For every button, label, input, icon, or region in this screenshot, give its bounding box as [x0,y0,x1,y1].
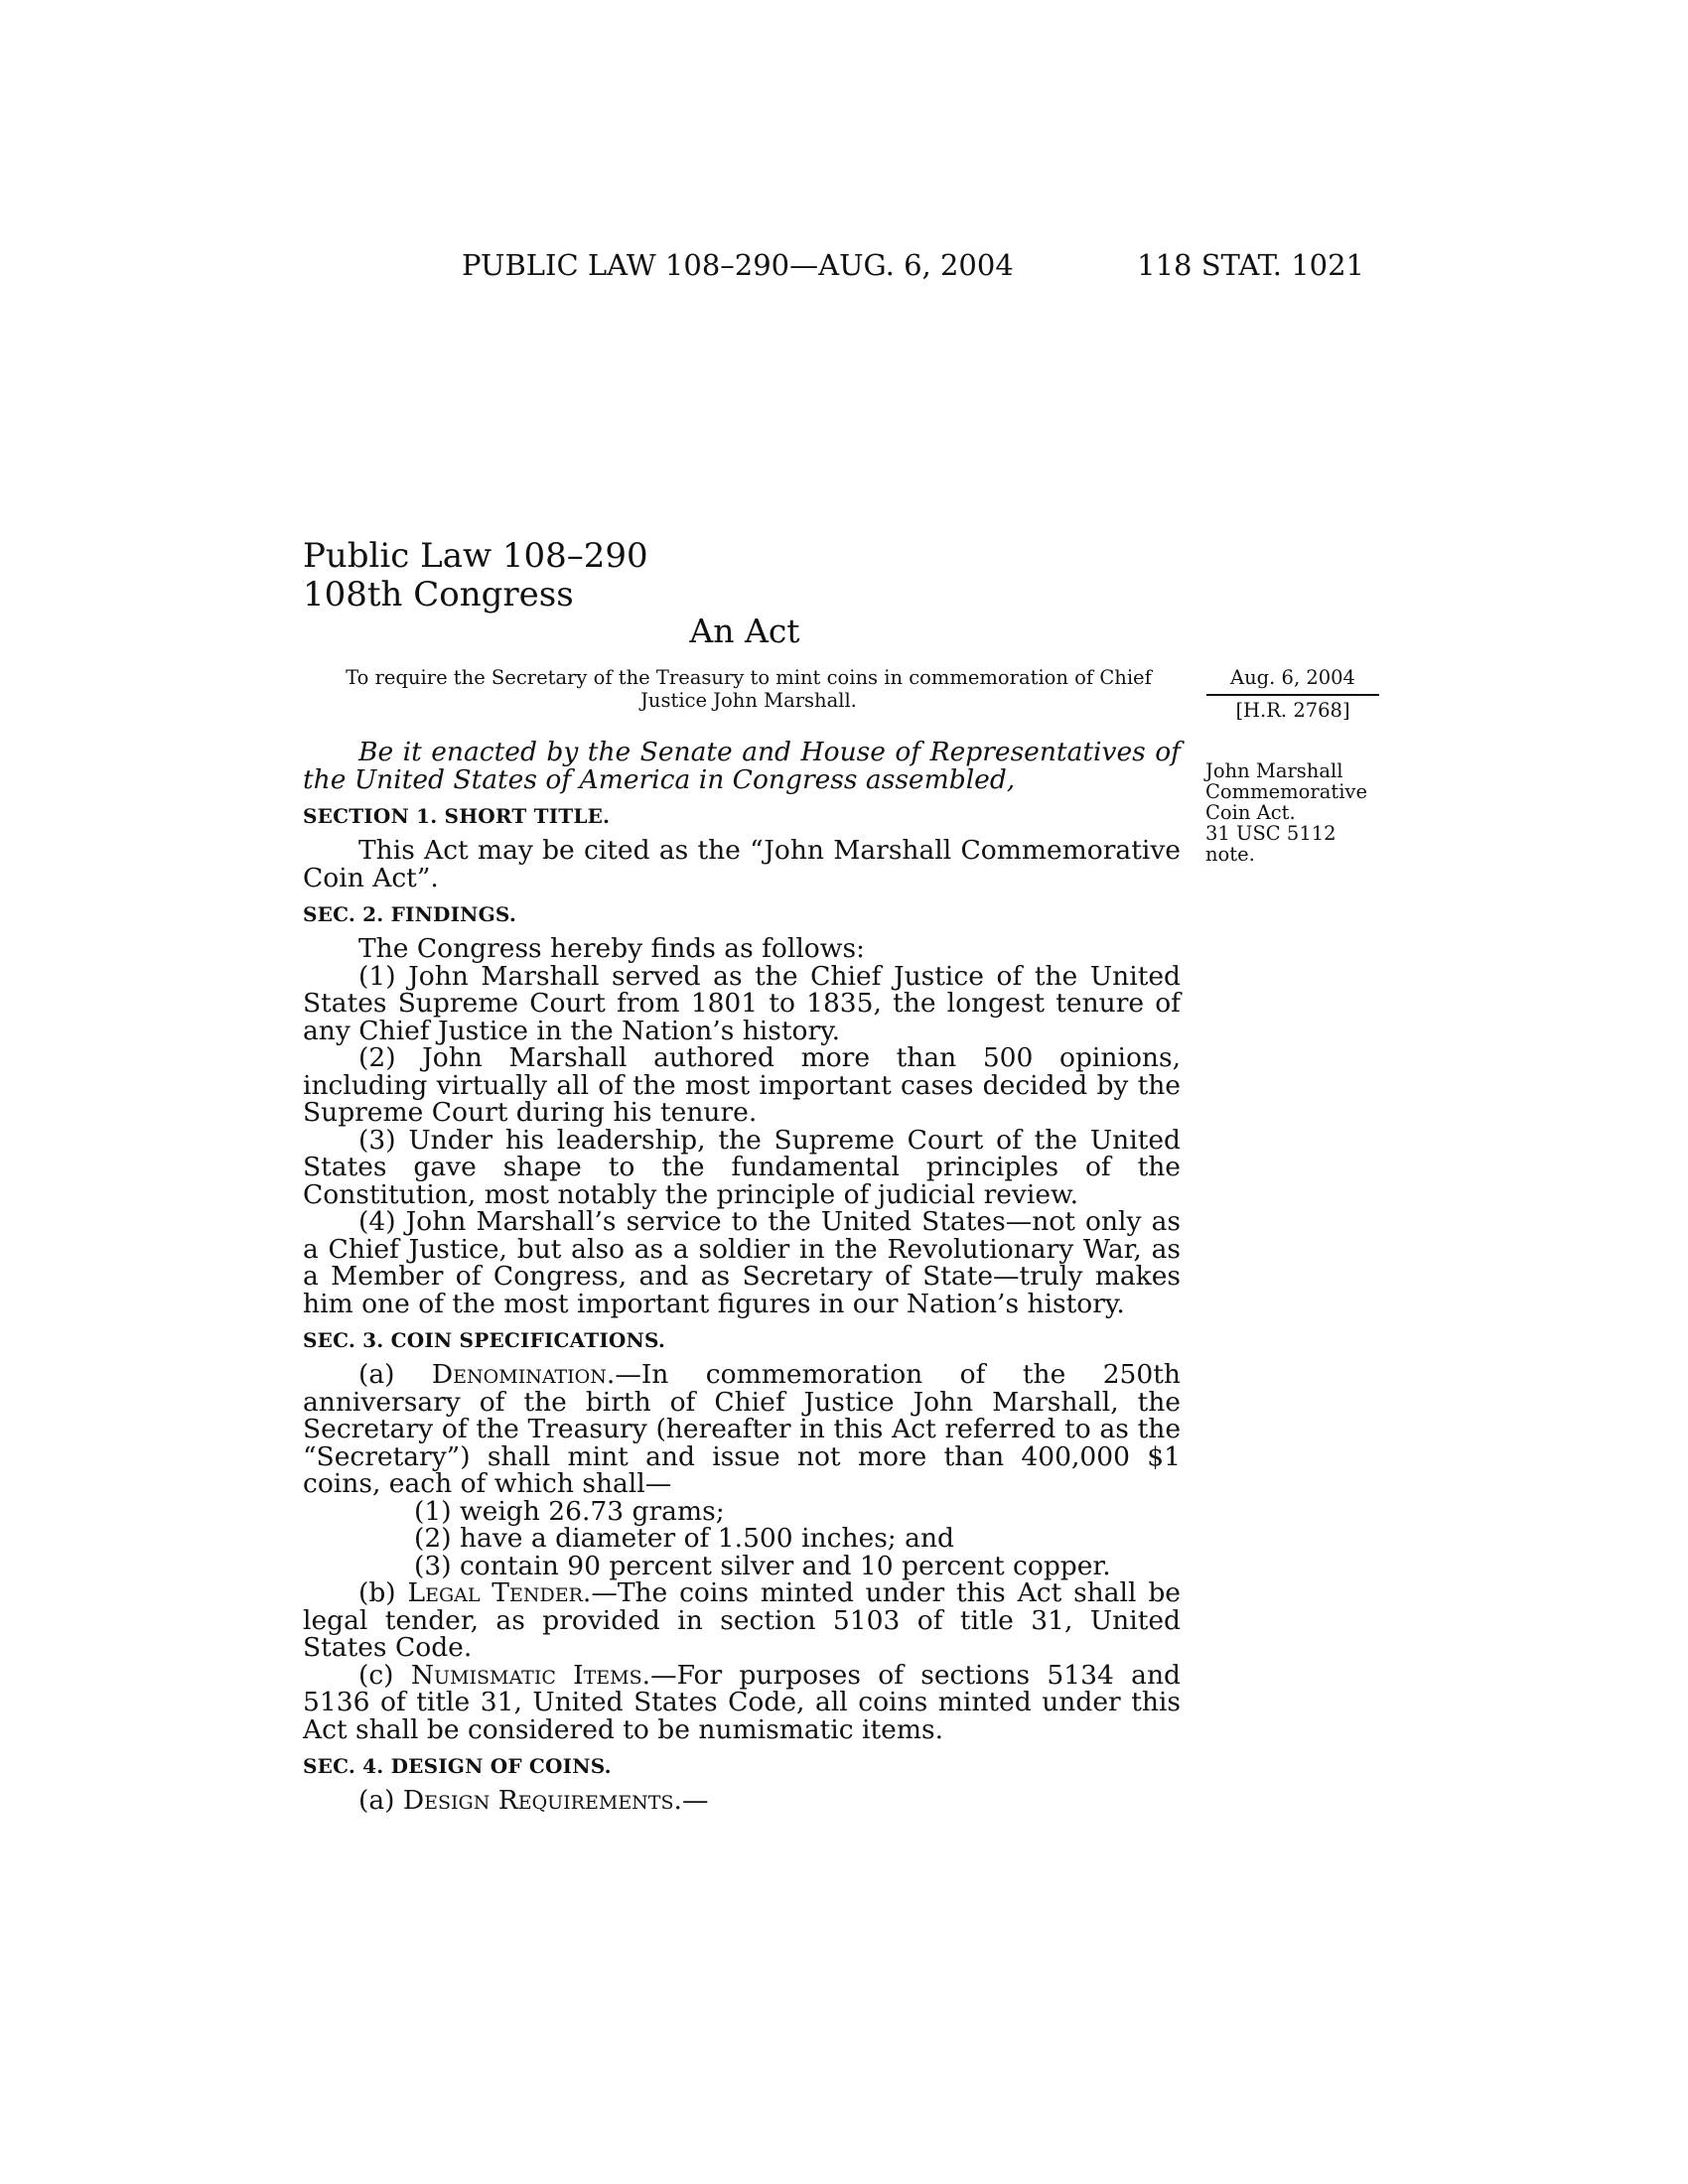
act-heading: An Act [689,612,800,650]
subsection-label: (b) [358,1577,408,1608]
section-3-heading: SEC. 3. COIN SPECIFICATIONS. [303,1328,666,1352]
public-law-number: Public Law 108–290 [303,536,648,576]
section-4-heading: SEC. 4. DESIGN OF COINS. [303,1754,612,1778]
subsection-text: .—In commemoration of the 250th anniversary of the birth of Chief Justice John Marshall, the Secretary of the Treasury (hereafter in this Act referred to as the “Secretary”) shall mint and issue not more than 400,000 $1 coins, each of which shall— [303,1359,1181,1499]
subsection-caption: Legal Tender [407,1577,583,1608]
margin-note-date-bill [1206,666,1379,723]
finding-item: (4) John Marshall’s service to the United States—not only as a Chief Justice, but also as a soldier in the Revolutionary War, as a Member of Congress, and as Secretary of State—truly makes him one of the most important figures in our Nation’s history. [303,1206,1181,1319]
subsection-label: (a) [358,1359,432,1390]
side-note-line: John Marshall [1205,759,1343,782]
subsection-text: .—For purposes of sections 5134 and 5136 of title 31, United States Code, all coins minted under this Act shall be considered to be numismatic items. [303,1659,1181,1745]
law-title-block [303,537,648,614]
findings-intro: The Congress hereby finds as follows: [358,933,865,964]
purpose-line-1: To require the Secretary of the Treasury to mint coins in commemoration of Chief [346,666,1152,689]
subsection-3b [303,1579,1181,1662]
subsection-label: (c) [358,1659,411,1691]
enacting-clause: Be it enacted by the Senate and House of Representatives of the United States of America in Congress assembled, [303,737,1181,795]
subsection-caption: Denomination [431,1359,607,1390]
section-2-heading: SEC. 2. FINDINGS. [303,902,517,926]
bill-number: [H.R. 2768] [1206,694,1379,723]
spec-item: (3) contain 90 percent silver and 10 percent copper. [414,1550,1111,1581]
subsection-text: .—The coins minted under this Act shall be legal tender, as provided in section 5103 of title 31, United States Code. [303,1577,1181,1663]
running-header-left: PUBLIC LAW 108–290—AUG. 6, 2004 [462,248,1014,282]
subsection-text: .— [673,1785,709,1816]
subsection-3c [303,1659,1181,1745]
statute-body [303,739,1181,1815]
finding-item: (3) Under his leadership, the Supreme Court of the United States gave shape to the fundamental principles of the Constitution, most notably the principle of judicial review. [303,1124,1181,1210]
running-header-page-number: 118 STAT. 1021 [1137,248,1364,282]
finding-item: (2) John Marshall authored more than 500 opinions, including virtually all of the most important cases decided by the Supreme Court during his tenure. [303,1042,1181,1128]
finding-item: (1) John Marshall served as the Chief Justice of the United States Supreme Court from 1801 to 1835, the longest tenure of any Chief Justice in the Nation’s history. [303,960,1181,1046]
enactment-date: Aug. 6, 2004 [1230,666,1355,689]
spec-item: (1) weigh 26.73 grams; [414,1495,725,1527]
subsection-caption: Design Requirements [402,1785,674,1816]
side-note-line: 31 USC 5112 [1205,822,1336,845]
side-note-line: Commemorative [1205,780,1367,803]
margin-note-short-title [1205,760,1367,865]
congress-number: 108th Congress [303,575,574,614]
side-note-line: note. [1205,843,1255,866]
spec-item: (2) have a diameter of 1.500 inches; and [414,1523,954,1554]
subsection-3a [303,1361,1181,1498]
subsection-4a [303,1787,1181,1815]
subsection-caption: Numismatic Items [410,1659,642,1691]
subsection-label: (a) [358,1785,403,1816]
section-1-text: This Act may be cited as the “John Marshall Commemorative Coin Act”. [303,835,1181,893]
act-purpose [318,666,1180,712]
purpose-line-2: Justice John Marshall. [640,689,857,712]
section-1-heading: SECTION 1. SHORT TITLE. [303,804,611,828]
side-note-line: Coin Act. [1205,801,1296,824]
